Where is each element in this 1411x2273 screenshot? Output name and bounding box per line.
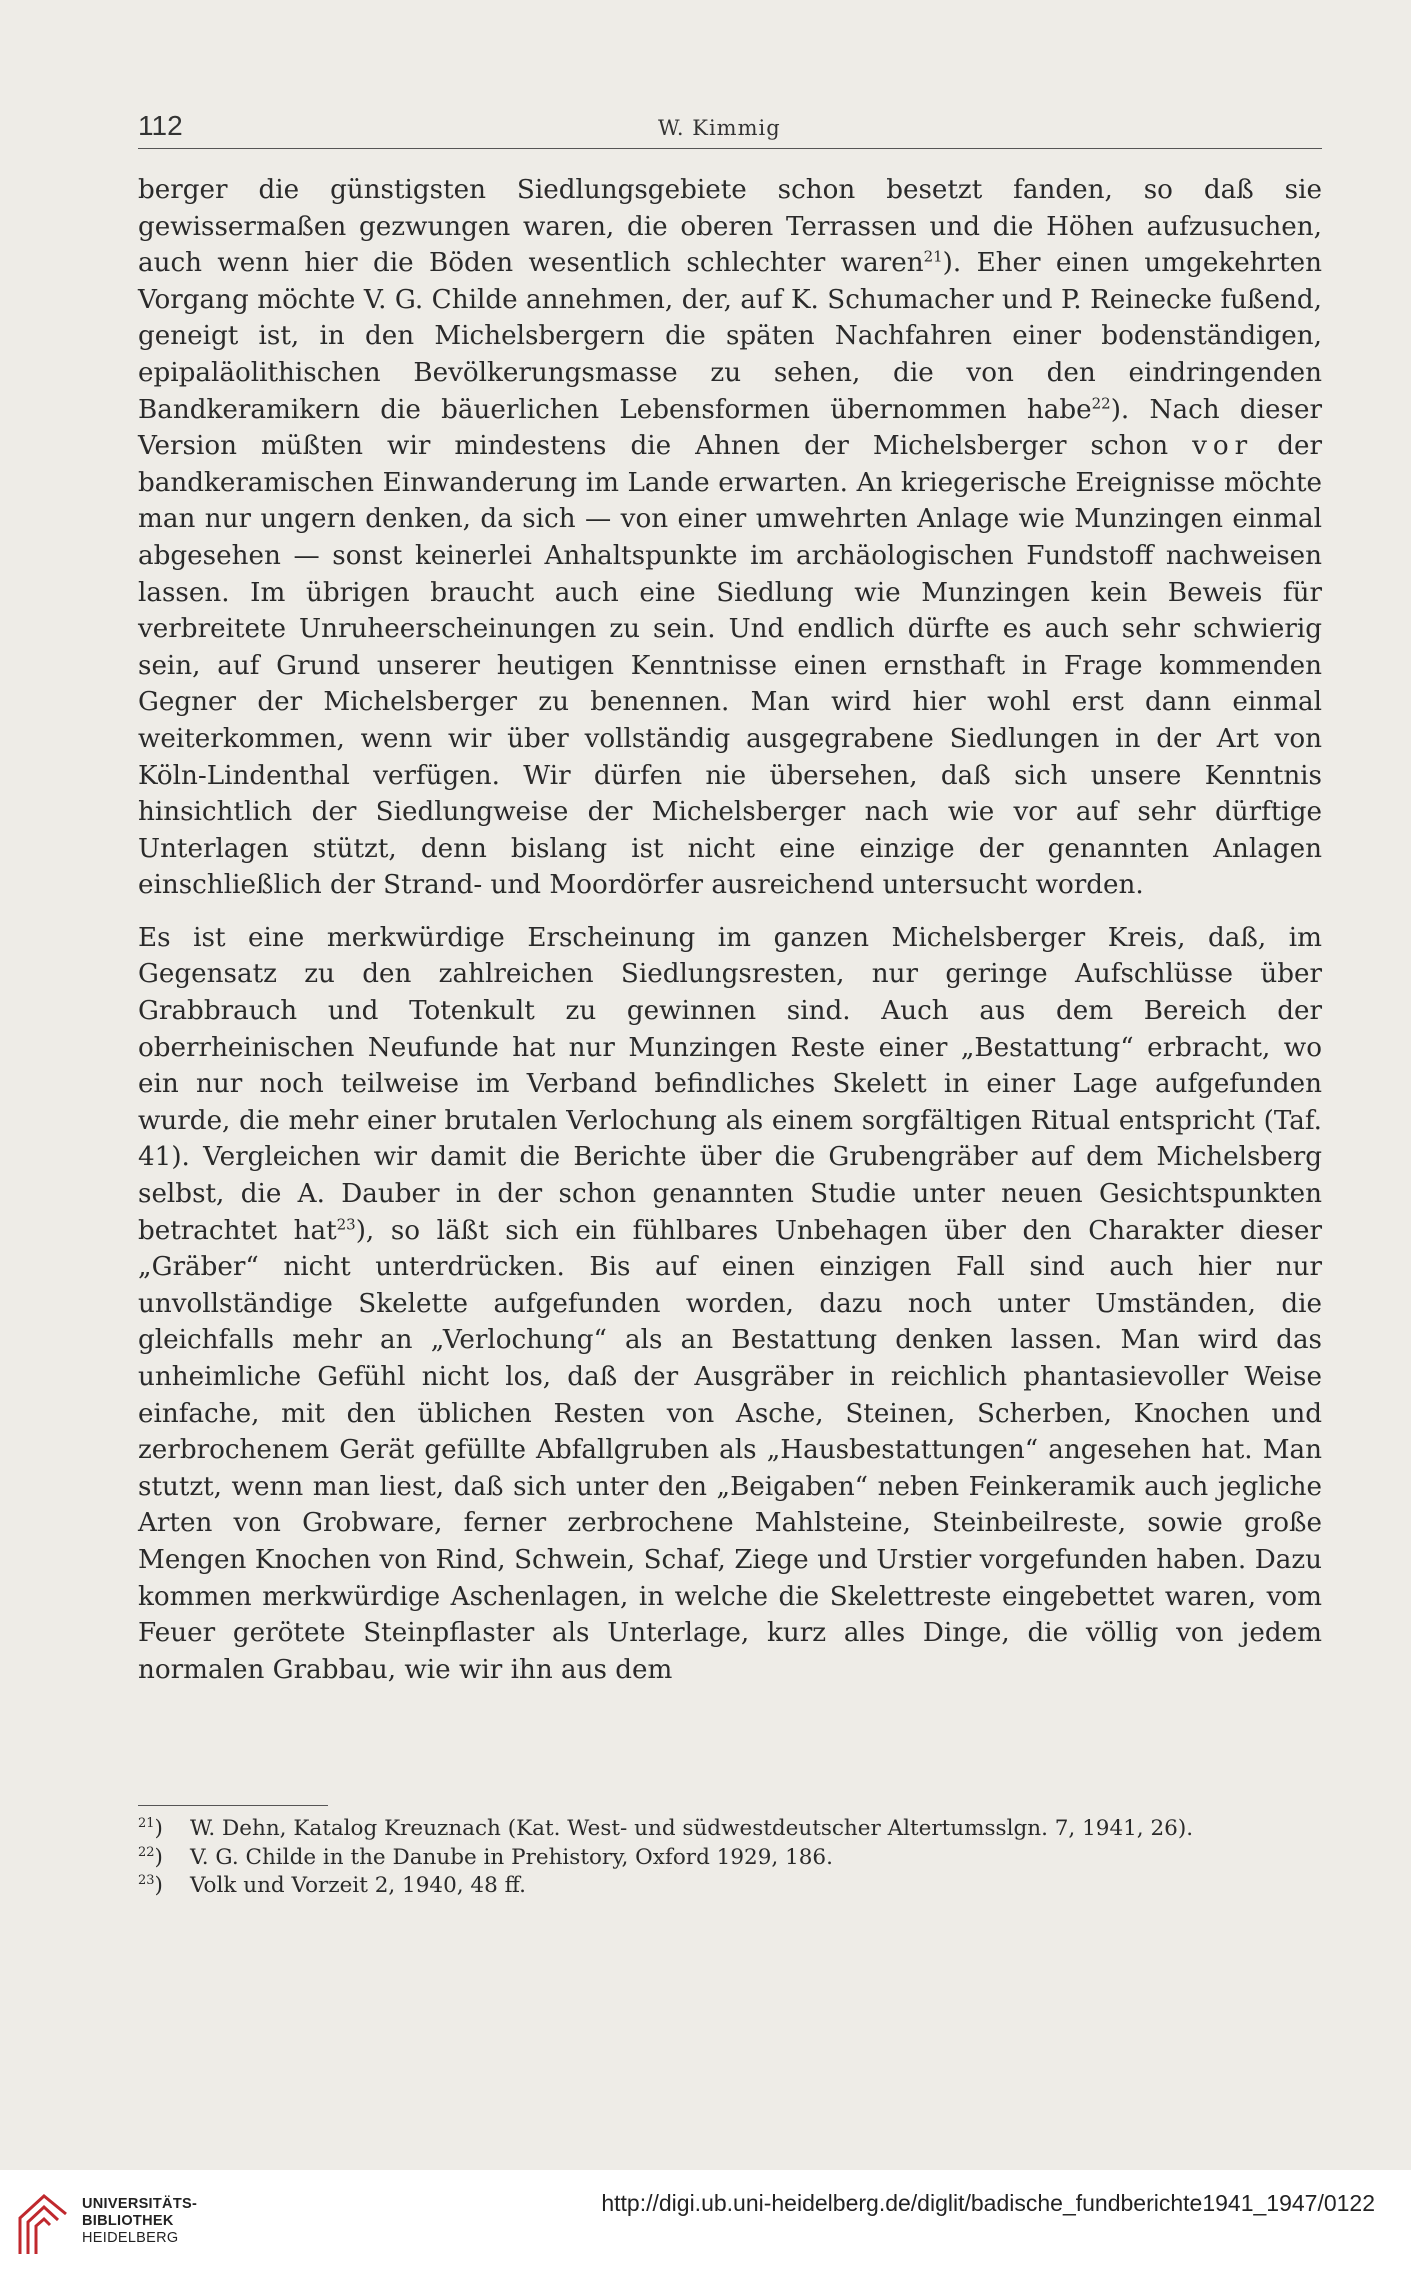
footnotes [138, 1815, 1322, 1901]
footnote-text: Volk und Vorzeit 2, 1940, 48 ff. [190, 1873, 526, 1898]
footnote-text: W. Dehn, Katalog Kreuznach (Kat. West- und südwestdeutscher Altertumsslgn. 7, 1941, 26). [190, 1816, 1194, 1841]
page-number: 112 [138, 110, 183, 141]
footnote-ref-21: 21 [923, 247, 943, 266]
library-name: UNIVERSITÄTS- BIBLIOTHEK HEIDELBERG [82, 2196, 198, 2246]
footnote-ref-22: 22 [1091, 393, 1111, 412]
footnote-number: 23 [138, 1872, 155, 1888]
paragraph-1: berger die günstigsten Siedlungsgebiete schon besetzt fanden, so daß sie gewissermaßen gezwungen waren, die oberen Terrassen und die Höhen aufzusuchen, auch wenn hier die Böden wesentlich schlechter waren$^{21}$). Eher einen umgekehrten Vorgang möchte V. G. Childe annehmen, der, auf K. Schumacher und P. Reinecke fußend, geneigt ist, in den Michelsbergern die späten Nachfahren einer bodenständigen, epipaläolithischen Bevölkerungsmasse zu sehen, die von den eindringenden Bandkeramikern die bäuerlichen Lebensformen übernommen habe$^{22}$). Nach dieser Version müßten wir mindestens die Ahnen der Michelsberger schon vor der bandkeramischen Einwanderung im Lande erwarten. An kriegerische Ereignisse möchte man nur ungern denken, da sich — von einer umwehrten Anlage wie Munzingen einmal abgesehen — sonst keinerlei Anhaltspunkte im archäologischen Fundstoff nachweisen lassen. Im übrigen braucht auch eine Siedlung wie Munzingen kein Beweis für verbreitete Unruheerscheinungen zu sein. Und endlich dürfte es auch sehr schwierig sein, auf Grund unserer heutigen Kenntnisse einen ernsthaft in Frage kommenden Gegner der Michelsberger zu benennen. Man wird hier wohl erst dann einmal weiterkommen, wenn wir über vollständig ausgegrabene Siedlungen in der Art von Köln-Lindenthal verfügen. Wir dürfen nie übersehen, daß sich unsere Kenntnis hinsichtlich der Siedlungweise der Michelsberger nach wie vor auf sehr dürftige Unterlagen stützt, denn bislang ist nicht eine einzige der genannten Anlagen einschließlich der Strand- und Moordörfer ausreichend untersucht worden. [138, 175, 1323, 901]
emphasized-word: vor [1192, 431, 1254, 462]
footnote-number: 22 [138, 1844, 155, 1860]
footnote-divider [138, 1805, 328, 1806]
body-text [138, 172, 1322, 1688]
ub-heidelberg-logo-icon [14, 2192, 72, 2256]
footnote-number: 21 [138, 1815, 155, 1831]
footnote-item: $^{22}$) V. G. Childe in the Danube in Prehistory, Oxford 1929, 186. [138, 1844, 1322, 1873]
paragraph-2: Es ist eine merkwürdige Erscheinung im ganzen Michelsberger Kreis, daß, im Gegensatz zu den zahlreichen Siedlungsresten, nur geringe Aufschlüsse über Grabbrauch und Totenkult zu gewinnen sind. Auch aus dem Bereich der oberrheinischen Neufunde hat nur Munzingen Reste einer „Bestattung“ erbracht, wo ein nur noch teilweise im Verband befindliches Skelett in einer Lage aufgefunden wurde, die mehr einer brutalen Verlochung als einem sorgfältigen Ritual entspricht (Taf. 41). Vergleichen wir damit die Berichte über die Grubengräber auf dem Michelsberg selbst, die A. Dauber in der schon genannten Studie unter neuen Gesichtspunkten betrachtet hat$^{23}$), so läßt sich ein fühlbares Unbehagen über den Charakter dieser „Gräber“ nicht unterdrücken. Bis auf einen einzigen Fall sind auch hier nur unvollständige Skelette aufgefunden worden, dazu noch unter Umständen, die gleichfalls mehr an „Verlochung“ als an Bestattung denken lassen. Man wird das unheimliche Gefühl nicht los, daß der Ausgräber in reichlich phantasievoller Weise einfache, mit den üblichen Resten von Asche, Steinen, Scherben, Knochen und zerbrochenem Gerät gefüllte Abfallgruben als „Hausbestattungen“ angesehen hat. Man stutzt, wenn man liest, daß sich unter den „Beigaben“ neben Feinkeramik auch jegliche Arten von Grobware, ferner zerbrochene Mahlsteine, Steinbeilreste, sowie große Mengen Knochen von Rind, Schwein, Schaf, Ziege und Urstier vorgefunden haben. Dazu kommen merkwürdige Aschenlagen, in welche die Skelettreste eingebettet waren, vom Feuer gerötete Steinpflaster als Unterlage, kurz alles Dinge, die völlig von jedem normalen Grabbau, wie wir ihn aus dem [138, 922, 1322, 1685]
footnote-item: $^{21}$) W. Dehn, Katalog Kreuznach (Kat. West- und südwestdeutscher Altertumsslgn. 7, 1941, 26). [138, 1815, 1322, 1844]
page-header [138, 108, 1322, 149]
source-url-link[interactable]: http://digi.ub.uni-heidelberg.de/diglit/badische_fundberichte1941_1947/0122 [601, 2190, 1375, 2216]
library-footer [0, 2170, 1411, 2273]
footnote-ref-23: 23 [336, 1214, 356, 1233]
footnote-item: $^{23}$) Volk und Vorzeit 2, 1940, 48 ff. [138, 1872, 1322, 1901]
running-head: W. Kimmig [658, 116, 781, 140]
footnote-text: V. G. Childe in the Danube in Prehistory, Oxford 1929, 186. [190, 1844, 833, 1870]
